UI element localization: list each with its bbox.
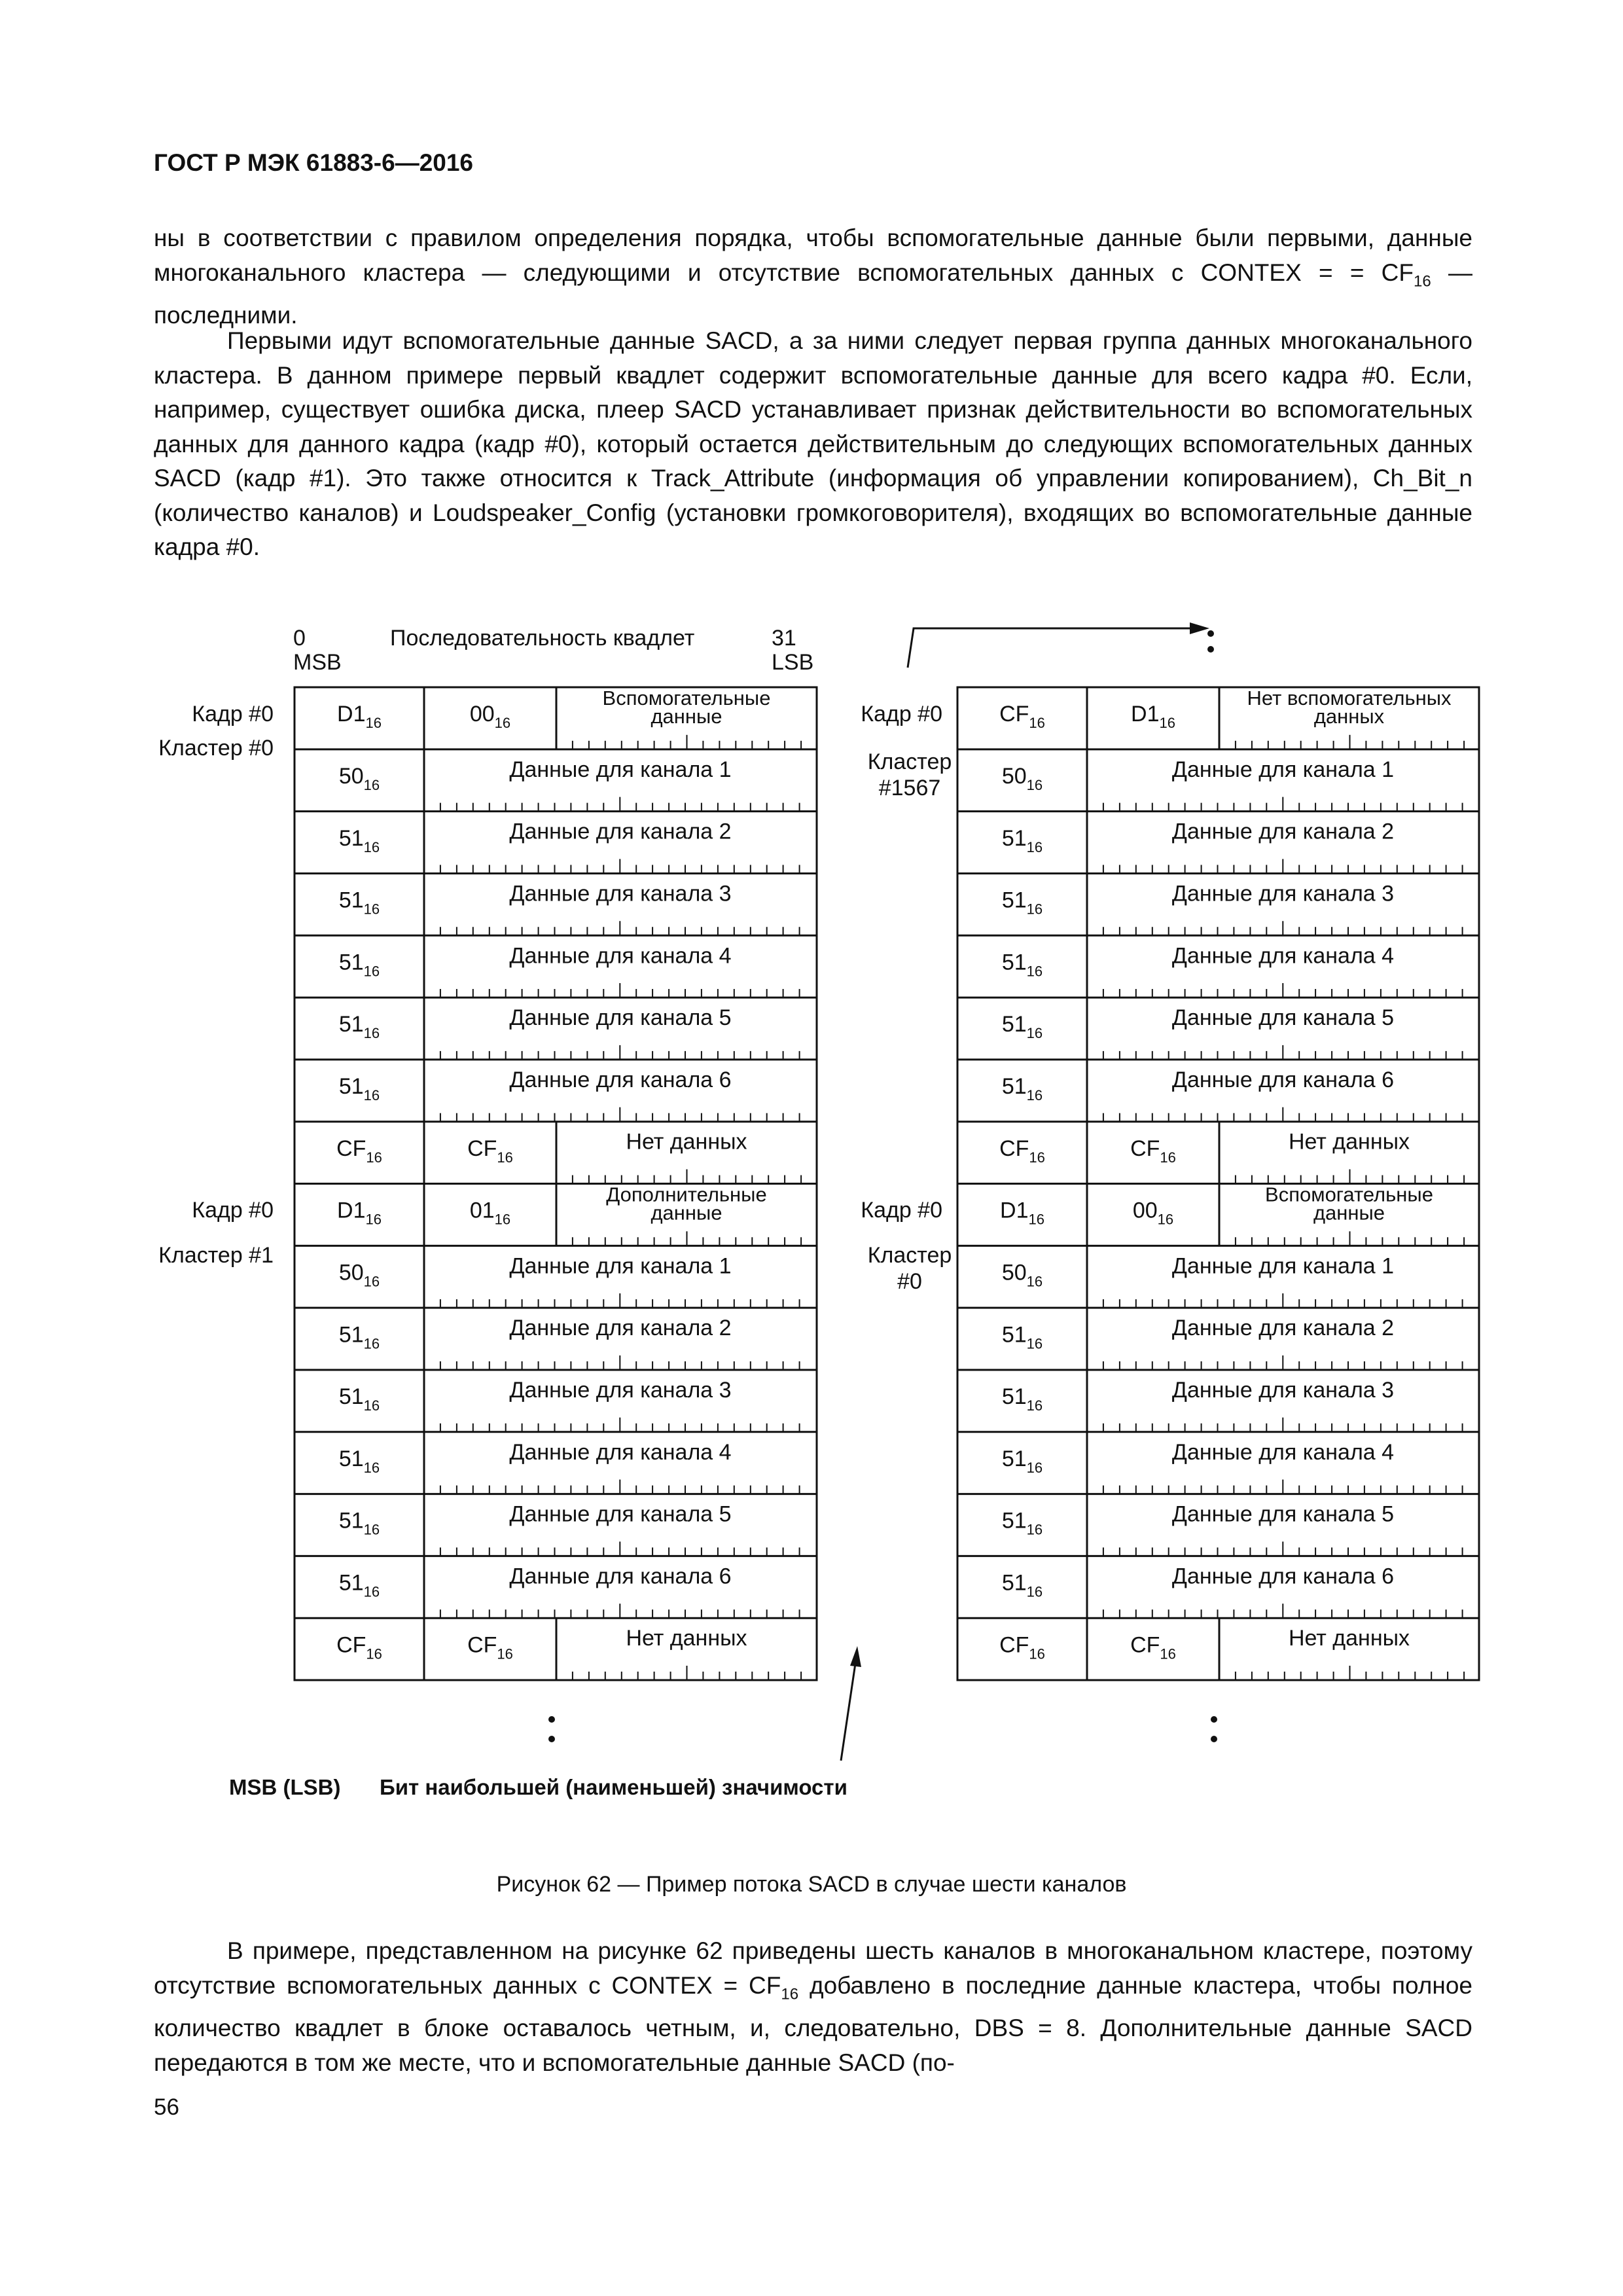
quadlet-row <box>999 687 1464 749</box>
label-hex: $51_{16}$ <box>338 1012 380 1042</box>
label-hex: $51_{16}$ <box>338 1384 380 1414</box>
label-hex: $51_{16}$ <box>338 1322 380 1352</box>
legend-term: MSB (LSB) <box>229 1775 341 1799</box>
quadlet-row <box>957 1432 1479 1494</box>
quadlet-row <box>294 1370 817 1432</box>
quadlet-row <box>294 1494 817 1556</box>
bit-ticks <box>1236 1666 1464 1680</box>
quadlet-row <box>957 1618 1479 1680</box>
context-hex: $00_{16}$ <box>1132 1198 1174 1228</box>
quadlet-row <box>294 1122 817 1184</box>
label-hex: $CF_{16}$ <box>999 1136 1045 1166</box>
label-hex: $D1_{16}$ <box>1000 1198 1044 1228</box>
label-hex: $CF_{16}$ <box>336 1136 382 1166</box>
paragraph-1-subscript: 16 <box>1414 272 1431 290</box>
quadlet-row <box>294 1183 817 1246</box>
quadlet-row <box>294 997 817 1060</box>
quadlet-row <box>957 935 1479 997</box>
context-hex: $CF_{16}$ <box>1130 1136 1176 1166</box>
paragraph-1-text: ны в соответствии с правилом определения порядка, чтобы вспомогательные данные были первыми, данные многоканального кластера — следующими и отсутствие вспомогательных данных с CONTEX = = CF <box>154 224 1472 286</box>
channel-data-text: Данные для канала 3 <box>1171 881 1395 906</box>
label-hex: $51_{16}$ <box>1001 1508 1043 1538</box>
context-hex: $00_{16}$ <box>469 702 511 732</box>
data-text-line-2: данные <box>651 705 722 728</box>
right-cluster-label-top-1: Кластер <box>867 749 952 774</box>
bit-ticks <box>1103 1107 1463 1122</box>
bit-ticks <box>1103 797 1463 812</box>
bit-end-label: 31 <box>772 626 796 651</box>
quadlet-row <box>957 749 1479 812</box>
figure-caption: Рисунок 62 — Пример потока SACD в случае шести каналов <box>496 1872 1127 1897</box>
right-frame-label-top: Кадр #0 <box>861 702 942 726</box>
bit-ticks <box>1103 1045 1463 1060</box>
context-hex: $01_{16}$ <box>469 1198 511 1228</box>
quadlet-row <box>957 812 1479 874</box>
channel-data-text: Данные для канала 2 <box>1171 819 1395 844</box>
channel-data-text: Данные для канала 6 <box>1171 1067 1395 1092</box>
data-text: Нет данных <box>626 1626 747 1651</box>
channel-data-text: Данные для канала 6 <box>509 1564 732 1589</box>
bit-ticks <box>1103 921 1463 935</box>
data-text-line-1: Нет вспомогательных <box>1247 687 1452 709</box>
quadlet-row <box>337 687 801 749</box>
channel-data-text: Данные для канала 1 <box>1171 1253 1395 1279</box>
bit-ticks <box>573 1170 801 1184</box>
pointer-arrow-line <box>841 1659 856 1761</box>
bit-ticks <box>440 1604 800 1618</box>
data-text-line-2: данные <box>1313 1201 1385 1225</box>
label-hex: $51_{16}$ <box>1001 1074 1043 1104</box>
label-hex: $51_{16}$ <box>338 1508 380 1538</box>
quadlet-row <box>294 1246 817 1308</box>
quadlet-row <box>294 749 817 812</box>
bit-start-label: 0 <box>293 626 306 651</box>
right-cluster-label-top-2: #1567 <box>878 776 941 800</box>
label-hex: $51_{16}$ <box>338 1074 380 1104</box>
quadlet-row <box>957 873 1479 935</box>
continuation-arrow-head <box>1190 622 1209 634</box>
msb-label: MSB <box>293 650 342 675</box>
bit-ticks <box>440 1541 800 1556</box>
ellipsis-bottom-right <box>1211 1716 1217 1742</box>
quadlet-row <box>294 873 817 935</box>
paragraph-3-subscript: 16 <box>781 1984 799 2003</box>
right-quadlet-block <box>957 687 1479 1680</box>
bit-ticks <box>1103 1293 1463 1308</box>
channel-data-text: Данные для канала 4 <box>509 1439 732 1465</box>
channel-data-text: Данные для канала 5 <box>1171 1501 1395 1527</box>
context-hex: $D1_{16}$ <box>1131 702 1175 732</box>
quadlet-row <box>294 1618 817 1680</box>
bit-ticks <box>440 797 800 812</box>
right-cluster-label-bottom-2: #0 <box>897 1269 922 1294</box>
channel-data-text: Данные для канала 1 <box>509 757 732 782</box>
quadlet-row <box>294 1556 817 1618</box>
bit-ticks <box>1236 1170 1464 1184</box>
channel-data-text: Данные для канала 4 <box>1171 1439 1395 1465</box>
quadlet-row <box>957 1370 1479 1432</box>
bit-ticks <box>440 1045 800 1060</box>
bit-ticks <box>1103 859 1463 873</box>
label-hex: $51_{16}$ <box>1001 888 1043 918</box>
label-hex: $51_{16}$ <box>338 950 380 980</box>
bit-ticks <box>573 1231 801 1246</box>
channel-data-text: Данные для канала 6 <box>509 1067 732 1092</box>
channel-data-text: Данные для канала 1 <box>509 1253 732 1279</box>
data-text: Нет данных <box>1288 1129 1410 1155</box>
quadlet-row <box>294 935 817 997</box>
left-frame-label-bottom: Кадр #0 <box>192 1198 274 1223</box>
pointer-arrow-head <box>850 1646 861 1667</box>
label-hex: $CF_{16}$ <box>999 1632 1045 1662</box>
bit-ticks <box>573 1666 801 1680</box>
bit-ticks <box>1103 983 1463 997</box>
bit-ticks <box>440 1355 800 1370</box>
data-text-line-1: Вспомогательные <box>1265 1183 1433 1206</box>
quadlet-row <box>294 1060 817 1122</box>
ellipsis-top-right <box>1207 630 1214 653</box>
bit-ticks <box>440 983 800 997</box>
ellipsis-bottom-left <box>548 1716 555 1742</box>
channel-data-text: Данные для канала 5 <box>1171 1005 1395 1031</box>
bit-ticks <box>1103 1480 1463 1494</box>
label-hex: $D1_{16}$ <box>337 1198 382 1228</box>
bit-ticks <box>440 1480 800 1494</box>
channel-data-text: Данные для канала 1 <box>1171 757 1395 782</box>
quadlet-row <box>294 812 817 874</box>
quadlet-row <box>957 1246 1479 1308</box>
channel-data-text: Данные для канала 2 <box>509 819 732 844</box>
bit-ticks <box>440 921 800 935</box>
data-text: Нет данных <box>1288 1626 1410 1651</box>
document-header: ГОСТ Р МЭК 61883-6—2016 <box>154 149 474 176</box>
page-number: 56 <box>154 2094 179 2120</box>
label-hex: $51_{16}$ <box>1001 1446 1043 1476</box>
context-hex: $CF_{16}$ <box>467 1136 513 1166</box>
bit-ticks <box>1236 1231 1464 1246</box>
label-hex: $51_{16}$ <box>1001 1570 1043 1600</box>
data-text-line-1: Вспомогательные <box>602 687 771 709</box>
bit-ticks <box>1103 1541 1463 1556</box>
label-hex: $51_{16}$ <box>338 1446 380 1476</box>
channel-data-text: Данные для канала 4 <box>1171 943 1395 969</box>
channel-data-text: Данные для канала 2 <box>509 1316 732 1341</box>
label-hex: $51_{16}$ <box>338 825 380 855</box>
bit-ticks <box>440 1293 800 1308</box>
left-cluster-label-bottom: Кластер #1 <box>158 1243 274 1268</box>
data-text: Нет данных <box>626 1129 747 1155</box>
left-frame-label-top: Кадр #0 <box>192 702 274 726</box>
channel-data-text: Данные для канала 6 <box>1171 1564 1395 1589</box>
paragraph-3 <box>154 1934 1472 2080</box>
channel-data-text: Данные для канала 3 <box>1171 1377 1395 1403</box>
legend-definition: Бит наибольшей (наименьшей) значимости <box>380 1775 847 1799</box>
bit-ticks <box>440 1107 800 1122</box>
label-hex: $51_{16}$ <box>1001 1384 1043 1414</box>
label-hex: $CF_{16}$ <box>336 1632 382 1662</box>
sequence-label: Последовательность квадлет <box>390 626 695 651</box>
quadlet-row <box>957 1183 1479 1246</box>
quadlet-row <box>957 1060 1479 1122</box>
quadlet-row <box>294 1432 817 1494</box>
channel-data-text: Данные для канала 4 <box>509 943 732 969</box>
quadlet-row <box>957 1308 1479 1370</box>
paragraph-2: Первыми идут вспомогательные данные SACD, а за ними следует первая группа данных многоканального кластера. В данном примере первый квадлет содержит вспомогательные данные для всего кадра #0. Если, например, существует ошибка диска, плеер SACD устанавливает признак действительности во вспомогательных данных для данного кадра (кадр #0), который остается действительным до следующих вспомогательных данных SACD (кадр #1). Это также относится к Track_Attribute (информация об управлении копированием), Ch_Bit_n (количество каналов) и Loudspeaker_Config (установки громкоговорителя), входящих во вспомогательные данные кадра #0. <box>154 327 1472 560</box>
context-hex: $CF_{16}$ <box>1130 1632 1176 1662</box>
context-hex: $CF_{16}$ <box>467 1632 513 1662</box>
channel-data-text: Данные для канала 3 <box>509 1377 732 1403</box>
bit-ticks <box>1103 1355 1463 1370</box>
label-hex: $50_{16}$ <box>1001 1260 1043 1290</box>
left-cluster-label-top: Кластер #0 <box>158 736 274 761</box>
data-text-line-2: данных <box>1313 705 1385 728</box>
quadlet-row <box>957 1494 1479 1556</box>
lsb-label: LSB <box>772 650 814 675</box>
label-hex: $51_{16}$ <box>1001 825 1043 855</box>
label-hex: $51_{16}$ <box>1001 1322 1043 1352</box>
label-hex: $50_{16}$ <box>338 763 380 793</box>
paragraph-3-tail: добавлено в последние данные кластера, чтобы полное количество квадлет в блоке оставалось четным, и, следовательно, DBS = 8. Дополнительные данные SACD передаются в том же месте, что и вспомогательные данные SACD (по- <box>154 1971 1472 2076</box>
bit-ticks <box>573 735 801 749</box>
right-frame-label-bottom: Кадр #0 <box>861 1198 942 1223</box>
bit-ticks <box>440 859 800 873</box>
label-hex: $51_{16}$ <box>1001 950 1043 980</box>
label-hex: $50_{16}$ <box>1001 763 1043 793</box>
right-cluster-label-bottom-1: Кластер <box>867 1243 952 1268</box>
paragraph-1-tail: — последними. <box>154 259 1473 329</box>
bit-ticks <box>1103 1418 1463 1432</box>
label-hex: $51_{16}$ <box>1001 1012 1043 1042</box>
channel-data-text: Данные для канала 3 <box>509 881 732 906</box>
channel-data-text: Данные для канала 5 <box>509 1501 732 1527</box>
channel-data-text: Данные для канала 5 <box>509 1005 732 1031</box>
bit-ticks <box>1103 1604 1463 1618</box>
quadlet-row <box>294 1308 817 1370</box>
bit-ticks <box>1236 735 1464 749</box>
data-text-line-2: данные <box>651 1201 722 1225</box>
channel-data-text: Данные для канала 2 <box>1171 1316 1395 1341</box>
left-quadlet-block <box>294 687 817 1680</box>
bit-ticks <box>440 1418 800 1432</box>
data-text-line-1: Дополнительные <box>606 1183 767 1206</box>
label-hex: $D1_{16}$ <box>337 702 382 732</box>
label-hex: $51_{16}$ <box>338 1570 380 1600</box>
label-hex: $51_{16}$ <box>338 888 380 918</box>
paragraph-3-text: В примере, представленном на рисунке 62 приведены шесть каналов в многоканальном кластере, поэтому отсутствие вспомогательных данных с CONTEX = CF <box>154 1937 1472 1999</box>
quadlet-row <box>957 1122 1479 1184</box>
continuation-arrow-line <box>908 628 1198 668</box>
quadlet-row <box>957 1556 1479 1618</box>
label-hex: $50_{16}$ <box>338 1260 380 1290</box>
label-hex: $CF_{16}$ <box>999 702 1045 732</box>
quadlet-row <box>957 997 1479 1060</box>
